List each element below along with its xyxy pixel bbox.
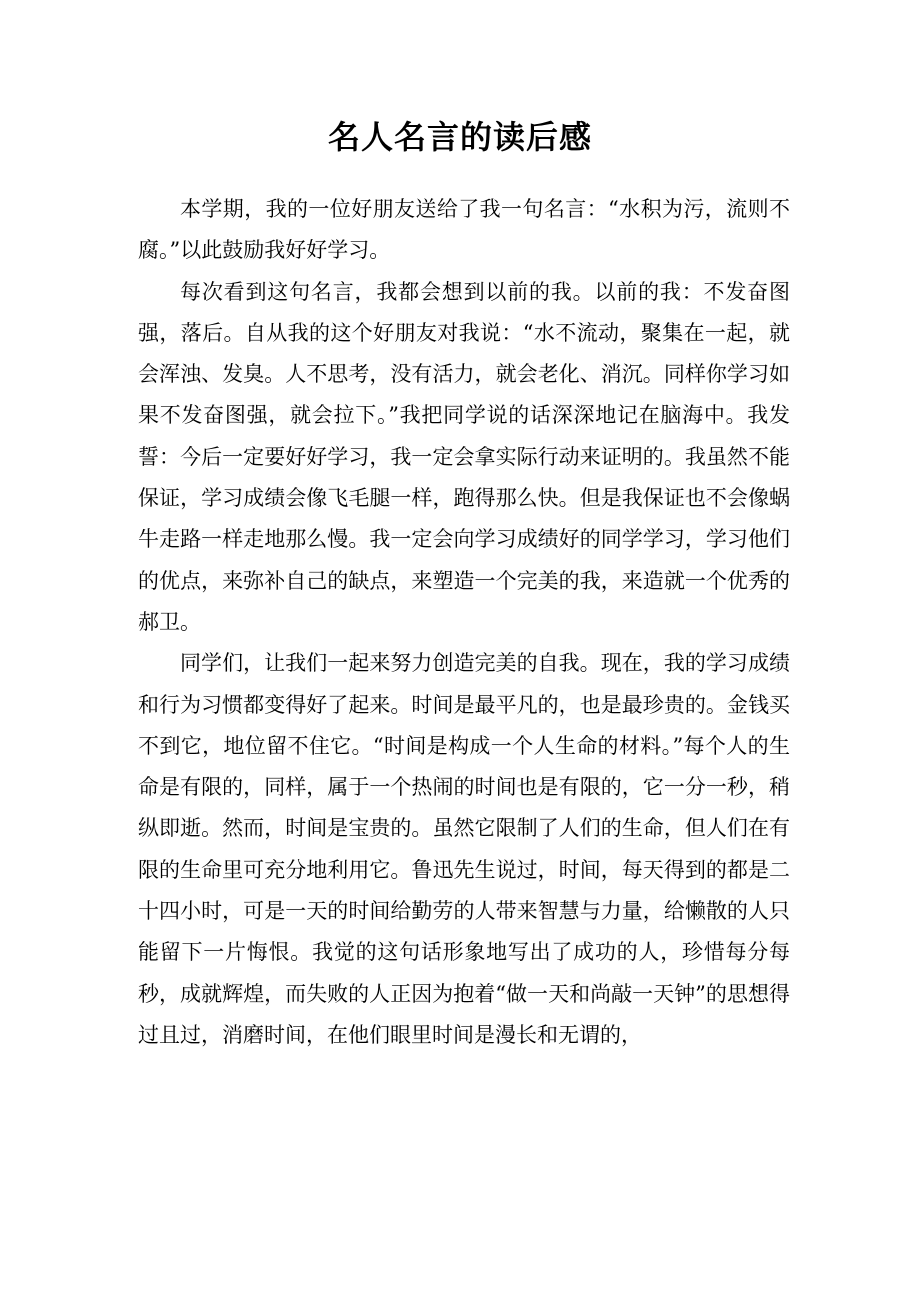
paragraph-3: 同学们，让我们一起来努力创造完美的自我。现在，我的学习成绩和行为习惯都变得好了起来。时间是最平凡的，也是最珍贵的。金钱买不到它，地位留不住它。“时间是构成一个人生命的材料。”每个人的生命是有限的，同样，属于一个热闹的时间也是有限的，它一分一秒，稍纵即逝。然而，时间是宝贵的。虽然它限制了人们的生命，但人们在有限的生命里可充分地利用它。鲁迅先生说过，时间，每天得到的都是二十四小时，可是一天的时间给勤劳的人带来智慧与力量，给懒散的人只能留下一片悔恨。我觉的这句话形象地写出了成功的人，珍惜每分每秒，成就辉煌，而失败的人正因为抱着“做一天和尚敲一天钟”的思想得过且过，消磨时间，在他们眼里时间是漫长和无谓的， xyxy=(138,651,790,1047)
document-body xyxy=(138,189,790,1056)
document-title: 名人名言的读后感 xyxy=(327,118,592,156)
paragraph-1: 本学期，我的一位好朋友送给了我一句名言：“水积为污，流则不腐。”以此鼓励我好好学习。 xyxy=(138,197,790,263)
paragraph-2: 每次看到这句名言，我都会想到以前的我。以前的我：不发奋图强，落后。自从我的这个好朋友对我说：“水不流动，聚集在一起，就会浑浊、发臭。人不思考，没有活力，就会老化、消沉。同样你学习如果不发奋图强，就会拉下。”我把同学说的话深深地记在脑海中。我发誓：今后一定要好好学习，我一定会拿实际行动来证明的。我虽然不能保证，学习成绩会像飞毛腿一样，跑得那么快。但是我保证也不会像蜗牛走路一样走地那么慢。我一定会向学习成绩好的同学学习，学习他们的优点，来弥补自己的缺点，来塑造一个完美的我，来造就一个优秀的郝卫。 xyxy=(138,279,790,634)
